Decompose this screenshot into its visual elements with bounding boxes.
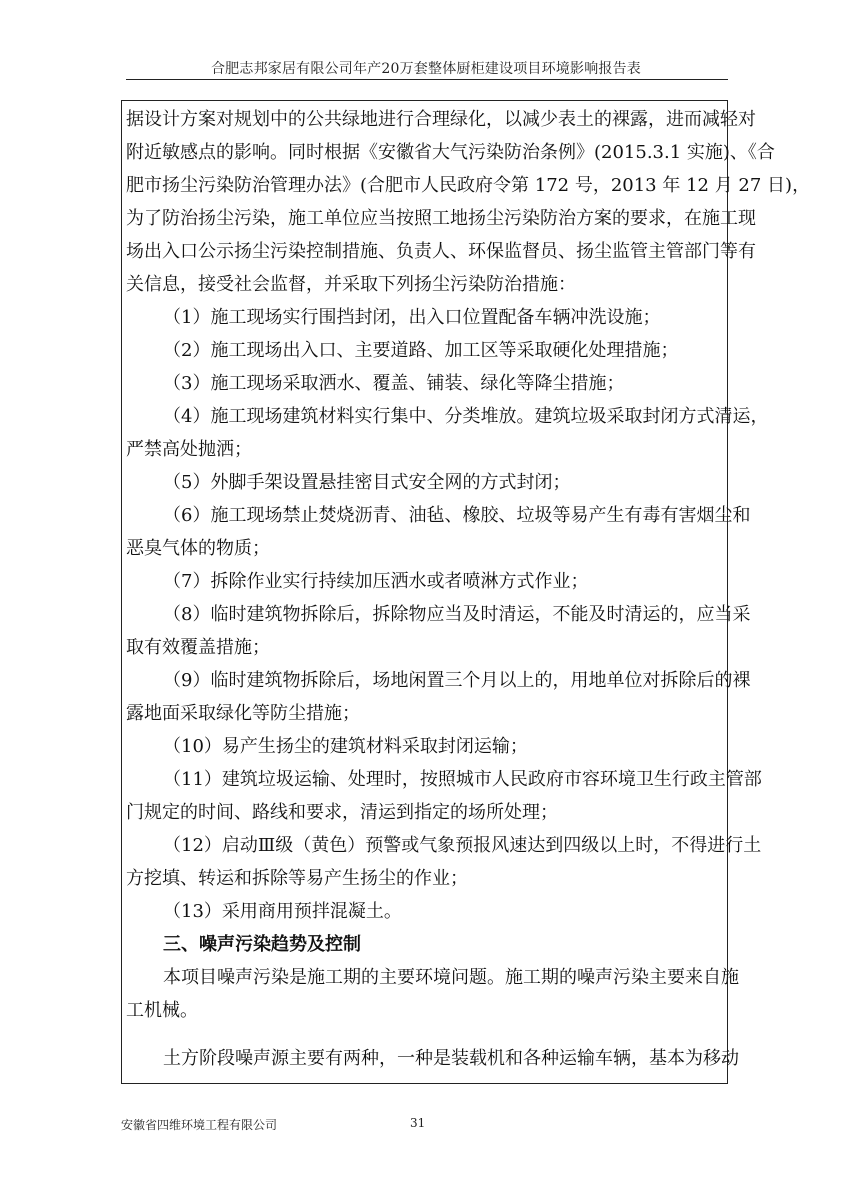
text-line: 土方阶段噪声源主要有两种，一种是装载机和各种运输车辆，基本为移动 [163, 1048, 739, 1069]
measure-item-7: （7）拆除作业实行持续加压洒水或者喷淋方式作业； [163, 571, 589, 592]
measure-item-2: （2）施工现场出入口、主要道路、加工区等采取硬化处理措施； [163, 340, 679, 361]
measure-item-12-cont: 方挖填、转运和拆除等易产生扬尘的作业； [126, 868, 468, 889]
measure-item-8: （8）临时建筑物拆除后，拆除物应当及时清运，不能及时清运的，应当采 [163, 604, 751, 625]
header-rule [126, 79, 728, 80]
page-number: 31 [410, 1116, 426, 1130]
footer-company: 安徽省四维环境工程有限公司 [121, 1118, 278, 1132]
measure-item-10: （10）易产生扬尘的建筑材料采取封闭运输； [163, 736, 528, 757]
measure-item-9-cont: 露地面采取绿化等防尘措施； [126, 703, 360, 724]
page-header-title: 合肥志邦家居有限公司年产20万套整体厨柜建设项目环境影响报告表 [210, 61, 641, 77]
section-heading: 三、噪声污染趋势及控制 [163, 934, 361, 955]
measure-item-9: （9）临时建筑物拆除后，场地闲置三个月以上的，用地单位对拆除后的裸 [163, 670, 751, 691]
measure-item-1: （1）施工现场实行围挡封闭，出入口位置配备车辆冲洗设施； [163, 307, 661, 328]
measure-item-11: （11）建筑垃圾运输、处理时，按照城市人民政府市容环境卫生行政主管部 [163, 769, 762, 790]
measure-item-13: （13）采用商用预拌混凝土。 [163, 901, 402, 922]
measure-item-3: （3）施工现场采取洒水、覆盖、铺装、绿化等降尘措施； [163, 373, 625, 394]
text-line: 肥市扬尘污染防治管理办法》(合肥市人民政府令第 172 号，2013 年 12 月 27 日)， [126, 175, 811, 196]
text-line: 为了防治扬尘污染，施工单位应当按照工地扬尘污染防治方案的要求，在施工现 [126, 208, 756, 229]
text-line: 据设计方案对规划中的公共绿地进行合理绿化，以减少表土的裸露，进而减轻对 [126, 109, 756, 130]
measure-item-4: （4）施工现场建筑材料实行集中、分类堆放。建筑垃圾采取封闭方式清运， [163, 406, 769, 427]
text-line: 关信息，接受社会监督，并采取下列扬尘污染防治措施： [126, 274, 576, 295]
measure-item-11-cont: 门规定的时间、路线和要求，清运到指定的场所处理； [126, 802, 558, 823]
text-line: 场出入口公示扬尘污染控制措施、负责人、环保监督员、扬尘监管主管部门等有 [126, 241, 756, 262]
measure-item-6-cont: 恶臭气体的物质； [126, 538, 270, 559]
measure-item-6: （6）施工现场禁止焚烧沥青、油毡、橡胶、垃圾等易产生有毒有害烟尘和 [163, 505, 751, 526]
text-line: 工机械。 [126, 1000, 198, 1021]
document-body [126, 103, 811, 1075]
measure-item-12: （12）启动Ⅲ级（黄色）预警或气象预报风速达到四级以上时，不得进行土 [163, 835, 762, 856]
measure-item-4-cont: 严禁高处抛洒； [126, 439, 252, 460]
measure-item-5: （5）外脚手架设置悬挂密目式安全网的方式封闭； [163, 472, 571, 493]
text-line: 本项目噪声污染是施工期的主要环境问题。施工期的噪声污染主要来自施 [163, 967, 739, 988]
paragraph-gap [126, 1027, 724, 1042]
measure-item-8-cont: 取有效覆盖措施； [126, 637, 270, 658]
text-line: 附近敏感点的影响。同时根据《安徽省大气污染防治条例》(2015.3.1 实施)、《合 [126, 142, 775, 163]
